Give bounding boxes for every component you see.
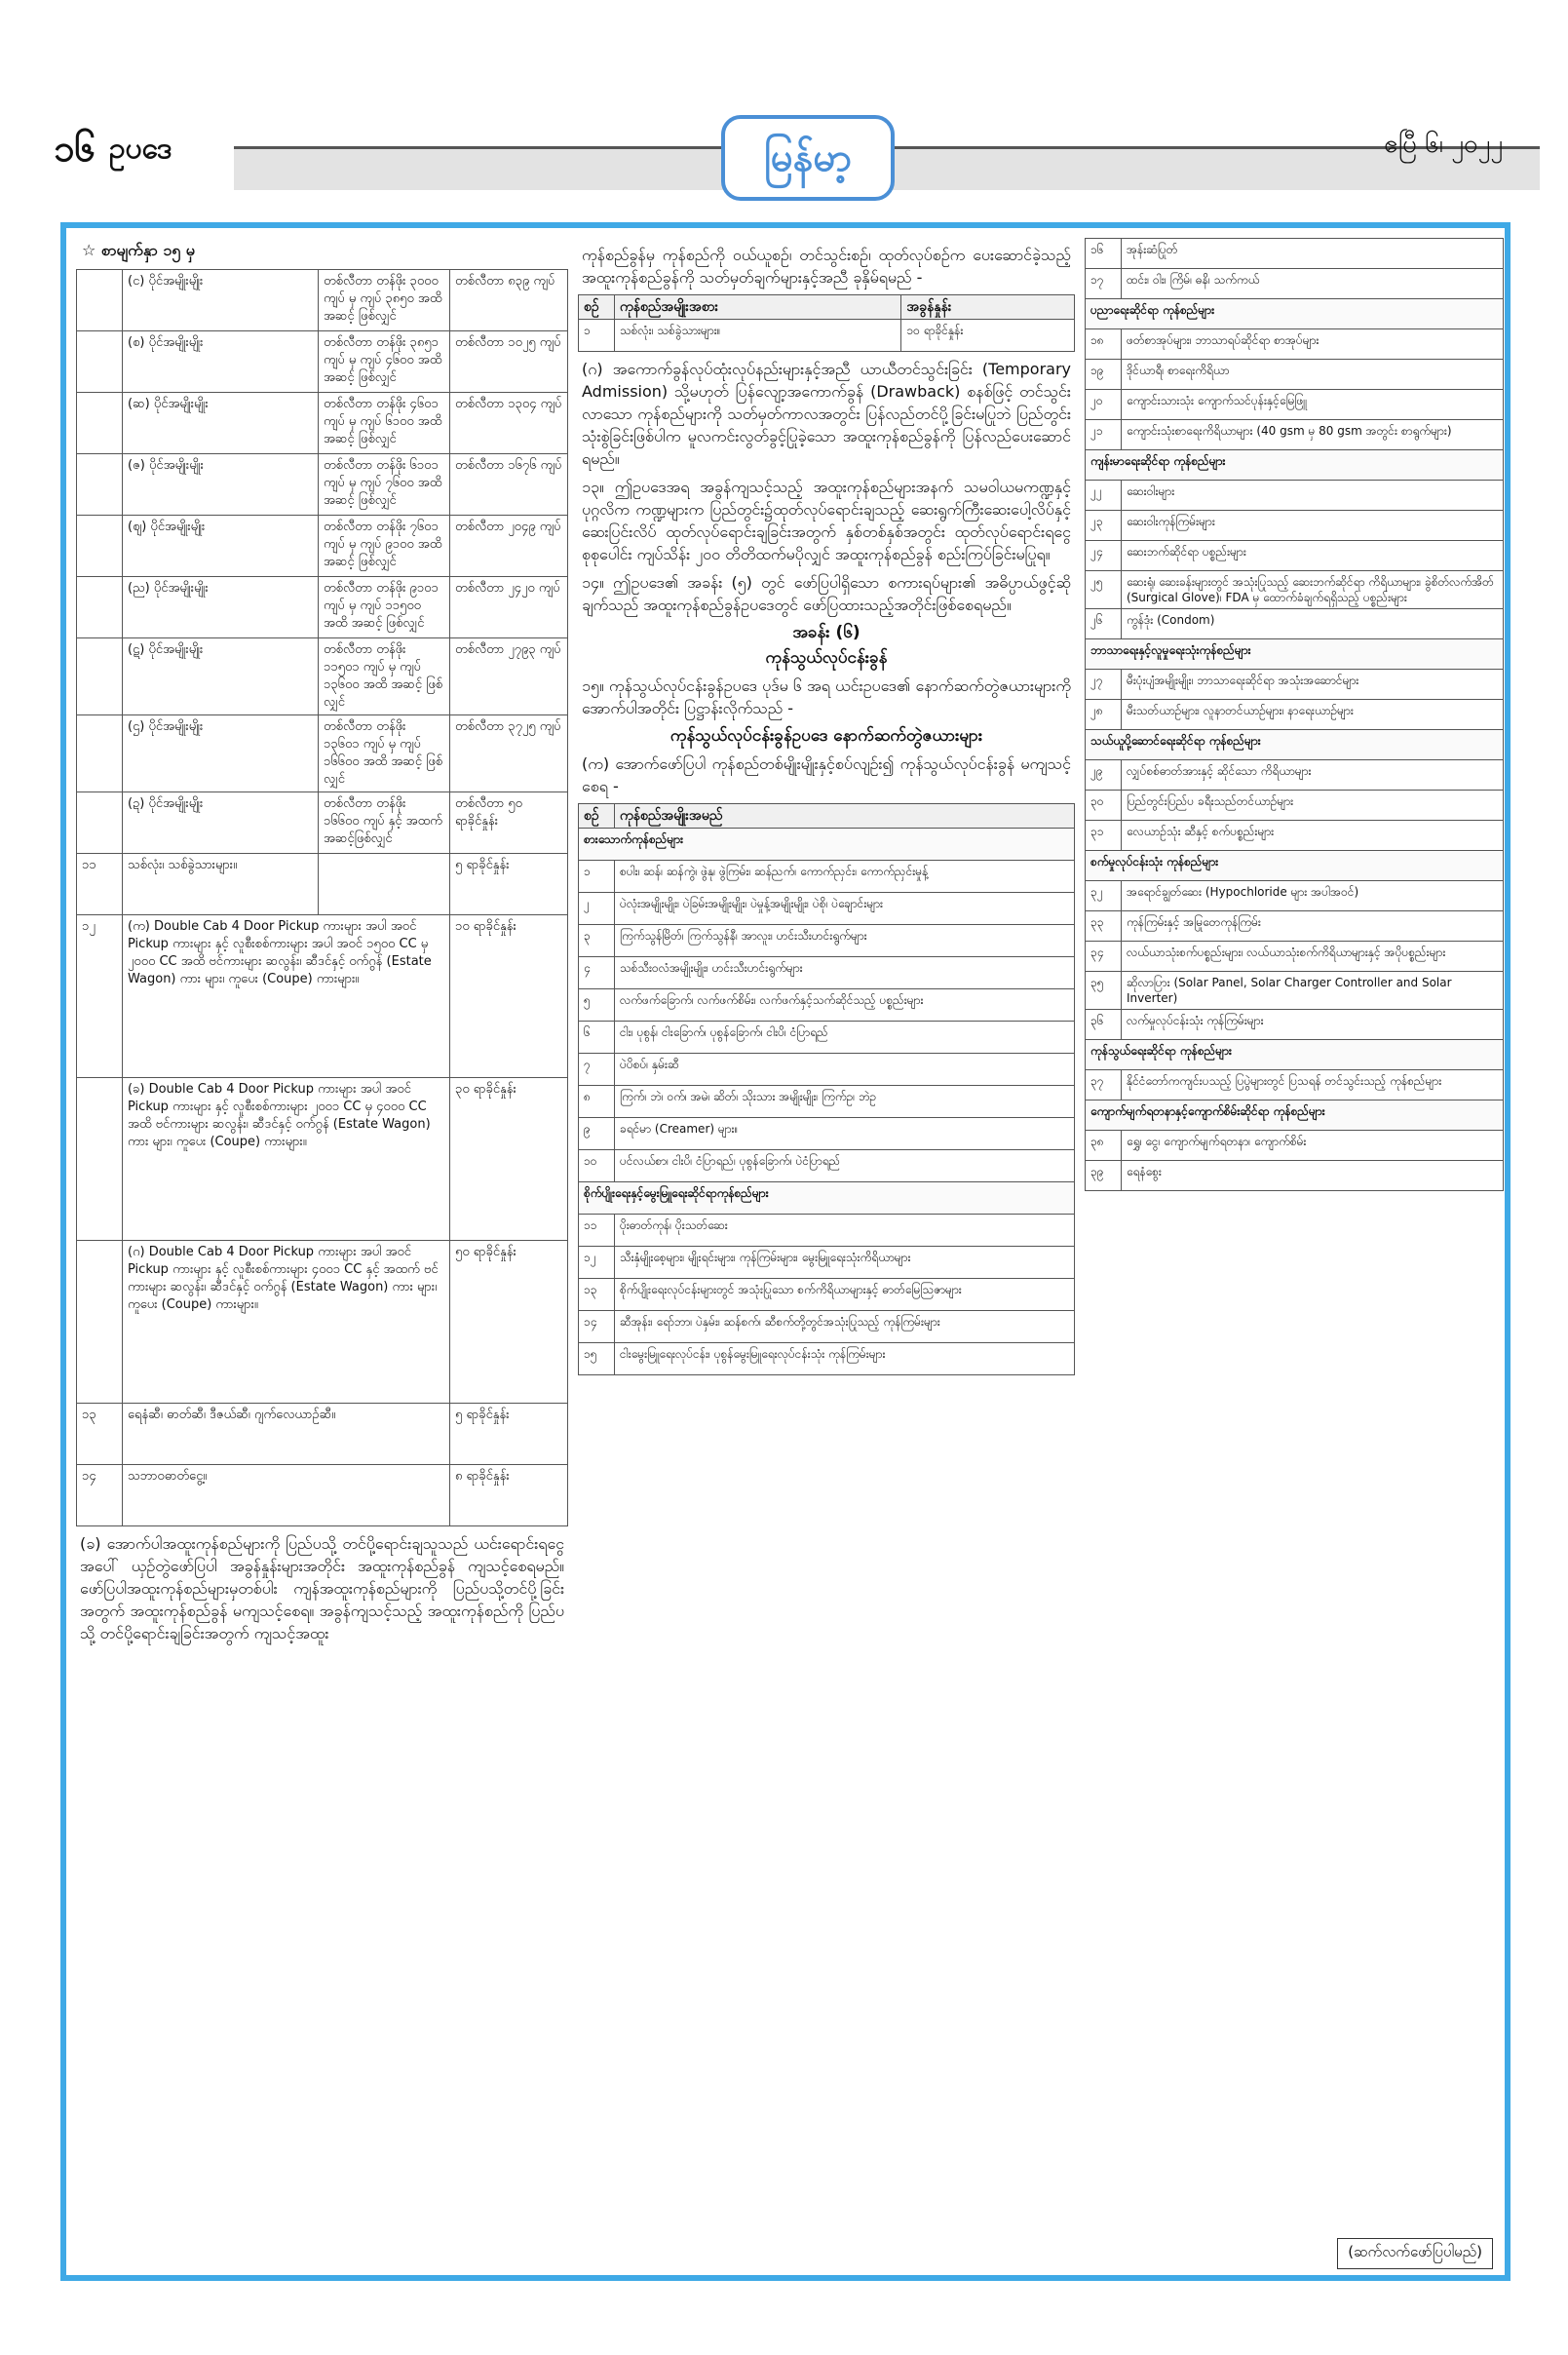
cell-spec: တစ်လီတာ တန်ဖိုး ၃၈၅၁ ကျပ် မှ ကျပ် ၄၆၀၀ အထိ အဆင့် ဖြစ်လျှင်	[319, 331, 450, 393]
table-row	[77, 792, 568, 854]
cell-no: ၁၂	[579, 1247, 615, 1279]
cell-rate: ၈ ရာခိုင်နှုန်း	[450, 1465, 568, 1526]
cell-desc: (က) Double Cab 4 Door Pickup ကားများ အပါ အဝင် Pickup ကားများ နှင့် လူစီးစစ်ကားများ အပါ အဝင် ၁၅၀၀ CC မှ ၂၀၀၀ CC အထိ ဗင်ကားများ ဆလွန်း၊ ဆီဒင်နှင့် ဝက်ဂွန် (Estate Wagon) ကား များ၊ ကူပေး (Coupe) ကားများ။	[123, 915, 450, 1078]
th-no: စဉ်	[579, 295, 615, 320]
category-label: စိုက်ပျိုးရေးနှင့်မွေးမြူရေးဆိုင်ရာကုန်စည်များ	[579, 1182, 1075, 1215]
table-row	[1086, 541, 1504, 571]
cell-no	[77, 393, 123, 454]
cell-desc: (ဈ) ပိုင်အမျိုးမျိုး	[123, 516, 319, 577]
cell-item: ကြက်၊ ဘဲ၊ ဝက်၊ အမဲ၊ ဆိတ်၊ သိုးသား အမျိုးမျိုး၊ ကြက်ဥ၊ ဘဲဥ	[615, 1086, 1075, 1118]
cell-item: သီးနှံမျိုးစေ့များ၊ မျိုးရင်းများ၊ ကုန်ကြမ်းများ၊ မွေးမြူရေးသုံးကိရိယာများ	[615, 1247, 1075, 1279]
column-1	[76, 238, 568, 2265]
category-row	[579, 1182, 1075, 1215]
table-row	[579, 1279, 1075, 1311]
cell-no: ၄	[579, 957, 615, 989]
cell-type: သစ်လုံး၊ သစ်ခွဲသားများ။	[615, 320, 901, 352]
cell-desc: ရေနံဆီ၊ ဓာတ်ဆီ၊ ဒီဇယ်ဆီ၊ ဂျက်လေယာဉ်ဆီ။	[123, 1404, 450, 1465]
cell-item: ပဲပိစပ်၊ နှမ်းဆီ	[615, 1054, 1075, 1086]
cell-item: ဆေးဘက်ဆိုင်ရာ ပစ္စည်းများ	[1122, 541, 1504, 571]
cell-item: ရွှေ၊ ငွေ၊ ကျောက်မျက်ရတနာ၊ ကျောက်စိမ်း	[1122, 1131, 1504, 1161]
table-row	[1086, 1131, 1504, 1161]
table-row	[1086, 420, 1504, 450]
table-row	[579, 1150, 1075, 1182]
cell-rate: တစ်လီတာ ၂၄၂၀ ကျပ်	[450, 577, 568, 638]
cell-no: ၂၁	[1086, 420, 1122, 450]
cell-item: ဆေးဝါးများ	[1122, 481, 1504, 511]
cell-desc: (ဍ) ပိုင်အမျိုးမျိုး	[123, 792, 319, 854]
cell-no: ၃၇	[1086, 1070, 1122, 1100]
cell-spec	[319, 854, 450, 915]
table-row	[77, 1404, 568, 1465]
table-row	[77, 1078, 568, 1241]
cell-no: ၁၉	[1086, 360, 1122, 390]
cell-no	[77, 792, 123, 854]
table-row	[579, 861, 1075, 893]
cell-desc: (ဆ) ပိုင်အမျိုးမျိုး	[123, 393, 319, 454]
rate-table-2	[578, 294, 1075, 352]
cell-no: ၁၁	[77, 854, 123, 915]
cell-item: ကြက်သွန်မြိတ်၊ ကြက်သွန်နီ၊ အာလူး၊ ဟင်းသီးဟင်းရွက်များ	[615, 925, 1075, 957]
para-ka: (က) အောက်ဖော်ပြပါ ကုန်စည်တစ်မျိုးမျိုးနှင့်စပ်လျဉ်း၍ ကုန်သွယ်လုပ်ငန်းခွန် မကျသင့်စေရ -	[582, 754, 1071, 795]
category-label: စက်မှုလုပ်ငန်းသုံး ကုန်စည်များ	[1086, 851, 1504, 881]
cell-rate: ၃၀ ရာခိုင်နှုန်း	[450, 1078, 568, 1241]
cell-item: စိုက်ပျိုးရေးလုပ်ငန်းများတွင် အသုံးပြုသော စက်ကိရိယာများနှင့် ဓာတ်မြေဩဇာများ	[615, 1279, 1075, 1311]
para-13: ၁၃။ ဤဥပဒေအရ အခွန်ကျသင့်သည့် အထူးကုန်စည်များအနက် သမဝါယမကဏ္ဍနှင့် ပုဂ္ဂလိက ကဏ္ဍများက ပြည်တွင်း၌ထုတ်လုပ်ရောင်းချသည့် ဆေးရွက်ကြီးဆေးပေါ့လိပ်နှင့် ဆေးပြင်းလိပ် ထုတ်လုပ်ရောင်းချခြင်းအတွက် နှစ်တစ်နှစ်အတွင်း ထုတ်လုပ်ရောင်းရငွေ စုစုပေါင်း ကျပ်သိန်း ၂၀၀ တိတိထက်မပိုလျှင် အထူးကုန်စည်ခွန် စည်းကြပ်ခြင်းမပြုရ။	[582, 478, 1071, 563]
cell-item: ပိုးဓာတ်ကုန်၊ ပိုးသတ်ဆေး	[615, 1215, 1075, 1247]
cell-desc: သစ်လုံး၊ သစ်ခွဲသားများ။	[123, 854, 319, 915]
table-row	[77, 1465, 568, 1526]
cell-no: ၃၃	[1086, 911, 1122, 942]
cell-no: ၂၂	[1086, 481, 1122, 511]
cell-rate: တစ်လီတာ ၃၇၂၅ ကျပ်	[450, 715, 568, 792]
cell-no: ၂၃	[1086, 511, 1122, 541]
cell-no: ၁၃	[77, 1404, 123, 1465]
cell-no	[77, 1241, 123, 1404]
page-number: ၁၆	[54, 127, 96, 170]
category-label: ကျောက်မျက်ရတနာနှင့်ကျောက်စိမ်းဆိုင်ရာ ကုန်စည်များ	[1086, 1100, 1504, 1131]
table-row	[1086, 239, 1504, 269]
table-row	[1086, 1161, 1504, 1191]
table-row	[77, 393, 568, 454]
cell-no: ၁	[579, 320, 615, 352]
cell-no	[77, 577, 123, 638]
cell-rate: ၁၀ ရာခိုင်နှုန်း	[901, 320, 1075, 352]
cell-spec: တစ်လီတာ တန်ဖိုး ၉၁၀၁ ကျပ် မှ ကျပ် ၁၁၅၀၀ အထိ အဆင့် ဖြစ်လျှင်	[319, 577, 450, 638]
cell-item: လက်ဖက်ခြောက်၊ လက်ဖက်စိမ်း၊ လက်ဖက်နှင့်သက်ဆိုင်သည့် ပစ္စည်းများ	[615, 989, 1075, 1022]
category-row	[1086, 450, 1504, 481]
category-row	[1086, 299, 1504, 329]
table-row	[579, 1022, 1075, 1054]
cell-item: ဒိုင်ယာရီ၊ စာရေးကိရိယာ	[1122, 360, 1504, 390]
exempt-table-cont	[1085, 238, 1504, 1191]
cell-rate: တစ်လီတာ ၁၆၇၆ ကျပ်	[450, 454, 568, 516]
cell-item: ကွန်ဒုံး (Condom)	[1122, 609, 1504, 639]
cell-item: မီးသတ်ယာဉ်များ၊ လူနာတင်ယာဉ်များ၊ နာရေးယာဉ်များ	[1122, 700, 1504, 730]
cell-spec: တစ်လီတာ တန်ဖိုး ၁၃၆၀၁ ကျပ် မှ ကျပ် ၁၆၆၀၀ အထိ အဆင့် ဖြစ်လျှင်	[319, 715, 450, 792]
cell-no	[77, 270, 123, 331]
para-ga: (ဂ) အကောက်ခွန်လုပ်ထုံးလုပ်နည်းများနှင့်အညီ ယာယီတင်သွင်းခြင်း (Temporary Admission) သို့မဟုတ် ပြန်လျော့အကောက်ခွန် (Drawback) စနစ်ဖြင့် တင်သွင်းလာသော ကုန်စည်များကို သတ်မှတ်ကာလအတွင်း ပြန်လည်တင်ပို့ခြင်းမပြုဘဲ ပြည်တွင်းသုံးစွဲခြင်းဖြစ်ပါက မူလကင်းလွတ်ခွင့်ပြုခဲ့သော အထူးကုန်စည်ခွန်ကို ပြန်လည်ပေးဆောင်ရမည်။	[582, 360, 1071, 468]
table-row	[579, 1086, 1075, 1118]
cell-no: ၂၆	[1086, 609, 1122, 639]
cell-no: ၁၆	[1086, 239, 1122, 269]
cell-rate: တစ်လီတာ ၅၀ ရာခိုင်နှုန်း	[450, 792, 568, 854]
cell-rate: ၅ ရာခိုင်နှုန်း	[450, 854, 568, 915]
cell-no: ၃၅	[1086, 972, 1122, 1010]
category-row	[1086, 1040, 1504, 1070]
cell-no: ၂၄	[1086, 541, 1122, 571]
cell-rate: တစ်လီတာ ၂၇၉၃ ကျပ်	[450, 638, 568, 715]
cell-no: ၂၉	[1086, 760, 1122, 791]
cell-item: လျှပ်စစ်ဓာတ်အားနှင့် ဆိုင်သော ကိရိယာများ	[1122, 760, 1504, 791]
cell-item: ကျောင်းသုံးစာရေးကိရိယာများ (40 gsm မှ 80 gsm အတွင်း စာရွက်များ)	[1122, 420, 1504, 450]
cell-item: သစ်သီးဝလံအမျိုးမျိုး၊ ဟင်းသီးဟင်းရွက်များ	[615, 957, 1075, 989]
exempt-table	[578, 803, 1075, 1375]
cell-spec: တစ်လီတာ တန်ဖိုး ၆၁၀၁ ကျပ် မှ ကျပ် ၇၆၀၀ အထိ အဆင့် ဖြစ်လျှင်	[319, 454, 450, 516]
cell-item: စပါး၊ ဆန်၊ ဆန်ကွဲ၊ ဖွဲနု၊ ဖွဲကြမ်း၊ ဆန်ညက်၊ ကောက်ညှင်း၊ ကောက်ညှင်းမှုန့်	[615, 861, 1075, 893]
table-row	[1086, 571, 1504, 609]
cell-desc: သဘာဝဓာတ်ငွေ့။	[123, 1465, 450, 1526]
table-row	[1086, 821, 1504, 851]
cell-spec: တစ်လီတာ တန်ဖိုး ၇၆၀၁ ကျပ် မှ ကျပ် ၉၁၀၀ အထိ အဆင့် ဖြစ်လျှင်	[319, 516, 450, 577]
cell-item: ပြည်တွင်းပြည်ပ ခရီးသည်တင်ယာဉ်များ	[1122, 791, 1504, 821]
cell-no: ၁၀	[579, 1150, 615, 1182]
cell-item: ဆီအုန်း၊ ရော်ဘာ၊ ပဲနှမ်း၊ ဆန်စက်၊ ဆီစက်တို့တွင်အသုံးပြုသည့် ကုန်ကြမ်းများ	[615, 1311, 1075, 1343]
table-row	[1086, 911, 1504, 942]
table-row	[1086, 881, 1504, 911]
cell-item: ငါးမွေးမြူရေးလုပ်ငန်း၊ ပုစွန်မွေးမြူရေးလုပ်ငန်းသုံး ကုန်ကြမ်းများ	[615, 1343, 1075, 1375]
table-row	[579, 989, 1075, 1022]
cell-no	[77, 638, 123, 715]
th-rate: အခွန်နှုန်း	[901, 295, 1075, 320]
cell-no: ၁၃	[579, 1279, 615, 1311]
cell-no: ၃၆	[1086, 1010, 1122, 1040]
cell-item: ဆိုလာပြား (Solar Panel, Solar Charger Controller and Solar Inverter)	[1122, 972, 1504, 1010]
cell-no: ၁၂	[77, 915, 123, 1078]
table-row	[1086, 972, 1504, 1010]
cell-no	[77, 715, 123, 792]
cell-no	[77, 516, 123, 577]
cell-no	[77, 1078, 123, 1241]
cell-no: ၃၀	[1086, 791, 1122, 821]
cell-item: ပင်လယ်စာ၊ ငါးပိ၊ ငံပြာရည်၊ ပုစွန်ခြောက်၊ ပဲငံပြာရည်	[615, 1150, 1075, 1182]
cell-no: ၃	[579, 925, 615, 957]
cell-no	[77, 454, 123, 516]
cell-item: အရောင်ချွတ်ဆေး (Hypochloride များ အပါအဝင်)	[1122, 881, 1504, 911]
table-row	[77, 715, 568, 792]
category-label: ကျန်းမာရေးဆိုင်ရာ ကုန်စည်များ	[1086, 450, 1504, 481]
section-label: ဥပဒေ	[109, 132, 172, 166]
cell-rate: ၁၀ ရာခိုင်နှုန်း	[450, 915, 568, 1078]
table-row	[1086, 269, 1504, 299]
cell-desc: (ည) ပိုင်အမျိုးမျိုး	[123, 577, 319, 638]
cell-rate: တစ်လီတာ ၁၀၂၅ ကျပ်	[450, 331, 568, 393]
cell-item: လေယာဉ်သုံး ဆီနှင့် စက်ပစ္စည်းများ	[1122, 821, 1504, 851]
table-row	[77, 516, 568, 577]
cell-no: ၁၈	[1086, 329, 1122, 360]
table-row	[1086, 511, 1504, 541]
table-row	[1086, 360, 1504, 390]
cell-no: ၁၁	[579, 1215, 615, 1247]
table-row	[77, 331, 568, 393]
cell-spec: တစ်လီတာ တန်ဖိုး ၁၁၅၀၁ ကျပ် မှ ကျပ် ၁၃၆၀၀ အထိ အဆင့် ဖြစ်လျှင်	[319, 638, 450, 715]
cell-rate: တစ်လီတာ ၁၃၀၄ ကျပ်	[450, 393, 568, 454]
th-no: စဉ်	[579, 804, 615, 829]
cell-rate: ၅ ရာခိုင်နှုန်း	[450, 1404, 568, 1465]
cell-item: မီးပုံးပျံအမျိုးမျိုး၊ ဘာသာရေးဆိုင်ရာ အသုံးအဆောင်များ	[1122, 670, 1504, 700]
cell-no: ၁၄	[579, 1311, 615, 1343]
cell-spec: တစ်လီတာ တန်ဖိုး ၁၆၆၀၀ ကျပ် နှင့် အထက်အဆင့်ဖြစ်လျှင်	[319, 792, 450, 854]
cell-no: ၈	[579, 1086, 615, 1118]
table-row	[579, 1247, 1075, 1279]
cell-item: ရေနံစွေး	[1122, 1161, 1504, 1191]
cell-desc: (င) ပိုင်အမျိုးမျိုး	[123, 270, 319, 331]
th-type: ကုန်စည်အမျိုးအစား	[615, 295, 901, 320]
table-row	[1086, 390, 1504, 420]
category-label: ဘာသာရေးနှင့်လူမှုရေးသုံးကုန်စည်များ	[1086, 639, 1504, 670]
category-row	[1086, 730, 1504, 760]
cell-desc: (စ) ပိုင်အမျိုးမျိုး	[123, 331, 319, 393]
article-frame	[60, 222, 1511, 2281]
cell-item: ဆေးရုံ၊ ဆေးခန်းများတွင် အသုံးပြုသည့် ဆေးဘက်ဆိုင်ရာ ကိရိယာများ၊ ခွဲစိတ်လက်အိတ် (Surgical Glove)၊ FDA မှ ထောက်ခံချက်ရရှိသည့် ပစ္စည်းများ	[1122, 571, 1504, 609]
table-row	[1086, 481, 1504, 511]
continued-note: (ဆက်လက်ဖော်ပြပါမည်)	[1337, 2238, 1493, 2269]
table-row	[579, 1343, 1075, 1375]
continuation-ref: ☆ စာမျက်နှာ ၁၅ မှ	[82, 241, 195, 259]
cell-no: ၇	[579, 1054, 615, 1086]
cell-item: ပဲလုံးအမျိုးမျိုး၊ ပဲခြမ်းအမျိုးမျိုး၊ ပဲမှုန့်အမျိုးမျိုး၊ ပဲစို၊ ပဲချောင်းများ	[615, 893, 1075, 925]
table-row	[579, 1215, 1075, 1247]
table-row	[1086, 791, 1504, 821]
cell-no: ၃၉	[1086, 1161, 1122, 1191]
table-row	[77, 1241, 568, 1404]
table-row	[1086, 1010, 1504, 1040]
para-14: ၁၄။ ဤဥပဒေ၏ အခန်း (၅) တွင် ဖော်ပြပါရှိသော စကားရပ်များ၏ အဓိပ္ပာယ်ဖွင့်ဆိုချက်သည် အထူးကုန်စည်ခွန်ဥပဒေတွင် ဖော်ပြထားသည့်အတိုင်းဖြစ်စေရမည်။	[582, 573, 1071, 614]
cell-no	[77, 331, 123, 393]
table-row	[1086, 1070, 1504, 1100]
cell-rate: ၅၀ ရာခိုင်နှုန်း	[450, 1241, 568, 1404]
note-paragraph: (ခ) အောက်ပါအထူးကုန်စည်များကို ပြည်ပသို့ တင်ပို့ရောင်းချသူသည် ယင်းရောင်းရငွေအပေါ် ယှဉ်တွဲဖော်ပြပါ အခွန်နှုန်းများအတိုင်း အထူးကုန်စည်ခွန် ကျသင့်စေရမည်။ ဖော်ပြပါအထူးကုန်စည်များမှတစ်ပါး ကျန်အထူးကုန်စည်များကို ပြည်ပသို့တင်ပို့ခြင်းအတွက် အထူးကုန်စည်ခွန် မကျသင့်စေရ။ အခွန်ကျသင့်သည့် အထူးကုန်စည်ကို ပြည်ပသို့ တင်ပို့ရောင်းချခြင်းအတွက် ကျသင့်အထူး	[80, 1534, 564, 1642]
para-15: ၁၅။ ကုန်သွယ်လုပ်ငန်းခွန်ဥပဒေ ပုဒ်မ ၆ အရ ယင်းဥပဒေ၏ နောက်ဆက်တွဲဇယားများကို အောက်ပါအတိုင်း ပြဋ္ဌာန်းလိုက်သည် -	[582, 676, 1071, 717]
cell-item: ကျောင်းသားသုံး ကျောက်သင်ပုန်းနှင့်မြေဖြူ	[1122, 390, 1504, 420]
column-2	[578, 238, 1075, 2265]
cell-no: ၁၅	[579, 1343, 615, 1375]
cell-no: ၂၇	[1086, 670, 1122, 700]
cell-item: အုန်းဆံပြုတ်	[1122, 239, 1504, 269]
table-row	[579, 1118, 1075, 1150]
intro-paragraph: ကုန်စည်ခွန်မှ ကုန်စည်ကို ဝယ်ယူစဉ်၊ တင်သွင်းစဉ်၊ ထုတ်လုပ်စဉ်က ပေးဆောင်ခဲ့သည့် အထူးကုန်စည်ခွန်ကို သတ်မှတ်ချက်များနှင့်အညီ ခုနှိမ်ရမည် -	[582, 246, 1071, 287]
cell-desc: (ဋ) ပိုင်အမျိုးမျိုး	[123, 638, 319, 715]
category-label: သယ်ယူပို့ဆောင်ရေးဆိုင်ရာ ကုန်စည်များ	[1086, 730, 1504, 760]
cell-no: ၉	[579, 1118, 615, 1150]
page-header	[0, 0, 1568, 219]
cell-desc: (ဌ) ပိုင်အမျိုးမျိုး	[123, 715, 319, 792]
cell-desc: (ဂ) Double Cab 4 Door Pickup ကားများ အပါ အဝင် Pickup ကားများ နှင့် လူစီးစစ်ကားများ ၄၀၀၁ CC နှင့် အထက် ဗင်ကားများ ဆလွန်း၊ ဆီဒင်နှင့် ဝက်ဂွန် (Estate Wagon) ကား များ၊ ကူပေး (Coupe) ကားများ။	[123, 1241, 450, 1404]
cell-no: ၅	[579, 989, 615, 1022]
schedule-title: ကုန်သွယ်လုပ်ငန်းခွန်ဥပဒေ နောက်ဆက်တွဲဇယားများ	[669, 726, 983, 746]
column-3	[1085, 238, 1504, 2265]
table-row	[77, 854, 568, 915]
table-row	[579, 893, 1075, 925]
cell-item: ဆေးဝါးကုန်ကြမ်းများ	[1122, 511, 1504, 541]
table-row	[579, 957, 1075, 989]
table-header-row	[579, 804, 1075, 829]
issue-date: ဧပြီ ၆၊ ၂၀၂၂	[1384, 130, 1504, 159]
table-row	[579, 320, 1075, 352]
cell-item: လက်မှုလုပ်ငန်းသုံး ကုန်ကြမ်းများ	[1122, 1010, 1504, 1040]
cell-item: ဖတ်စာအုပ်များ၊ ဘာသာရပ်ဆိုင်ရာ စာအုပ်များ	[1122, 329, 1504, 360]
cell-no: ၃၄	[1086, 942, 1122, 972]
table-row	[77, 915, 568, 1078]
category-row	[1086, 851, 1504, 881]
cell-no: ၂၀	[1086, 390, 1122, 420]
cell-no: ၁	[579, 861, 615, 893]
category-row	[1086, 1100, 1504, 1131]
cell-item: လယ်ယာသုံးစက်ပစ္စည်းများ၊ လယ်ယာသုံးစက်ကိရိယာများနှင့် အပိုပစ္စည်းများ	[1122, 942, 1504, 972]
table-row	[579, 1311, 1075, 1343]
cell-item: နိုင်ငံတော်ကကျင်းပသည့် ပြပွဲများတွင် ပြသရန် တင်သွင်းသည့် ကုန်စည်များ	[1122, 1070, 1504, 1100]
cell-desc: (ခ) Double Cab 4 Door Pickup ကားများ အပါ အဝင် Pickup ကားများ နှင့် လူစီးစစ်ကားများ ၂၀၀၁ CC မှ ၄၀၀၀ CC အထိ ဗင်ကားများ ဆလွန်း၊ ဆီဒင်နှင့် ဝက်ဂွန် (Estate Wagon) ကား များ၊ ကူပေး (Coupe) ကားများ။	[123, 1078, 450, 1241]
category-row	[1086, 639, 1504, 670]
cell-no: ၂၈	[1086, 700, 1122, 730]
cell-item: ငါး၊ ပုစွန်၊ ငါးခြောက်၊ ပုစွန်ခြောက်၊ ငါးပိ၊ ငံပြာရည်	[615, 1022, 1075, 1054]
cell-desc: (ဇ) ပိုင်အမျိုးမျိုး	[123, 454, 319, 516]
category-label: ကုန်သွယ်ရေးဆိုင်ရာ ကုန်စည်များ	[1086, 1040, 1504, 1070]
table-row	[579, 925, 1075, 957]
table-row	[1086, 700, 1504, 730]
cell-no: ၂၅	[1086, 571, 1122, 609]
category-label: ပညာရေးဆိုင်ရာ ကုန်စည်များ	[1086, 299, 1504, 329]
cell-no: ၆	[579, 1022, 615, 1054]
table-row	[1086, 609, 1504, 639]
rate-table-1	[76, 269, 568, 1526]
category-label: စားသောက်ကုန်စည်များ	[579, 829, 1075, 861]
table-row	[1086, 942, 1504, 972]
table-row	[579, 1054, 1075, 1086]
table-row	[1086, 760, 1504, 791]
cell-no: ၂	[579, 893, 615, 925]
table-row	[1086, 329, 1504, 360]
chapter-number: အခန်း (၆)	[792, 623, 860, 642]
table-row	[77, 577, 568, 638]
table-row	[77, 454, 568, 516]
table-row	[1086, 670, 1504, 700]
cell-rate: တစ်လီတာ ၈၃၉ ကျပ်	[450, 270, 568, 331]
category-row	[579, 829, 1075, 861]
cell-item: ခရင်မာ (Creamer) များ။	[615, 1118, 1075, 1150]
cell-no: ၃၂	[1086, 881, 1122, 911]
table-row	[77, 638, 568, 715]
cell-no: ၁၄	[77, 1465, 123, 1526]
cell-rate: တစ်လီတာ ၂၀၄၉ ကျပ်	[450, 516, 568, 577]
chapter-title: ကုန်သွယ်လုပ်ငန်းခွန်	[765, 648, 888, 668]
table-row	[77, 270, 568, 331]
cell-no: ၃၁	[1086, 821, 1122, 851]
masthead-logo: မြန်မာ့	[721, 115, 895, 201]
cell-no: ၃၈	[1086, 1131, 1122, 1161]
cell-item: ထင်း၊ ဝါး၊ ကြိမ်၊ ဓနိ၊ သက်ကယ်	[1122, 269, 1504, 299]
cell-spec: တစ်လီတာ တန်ဖိုး ၄၆၀၁ ကျပ် မှ ကျပ် ၆၁၀၀ အထိ အဆင့် ဖြစ်လျှင်	[319, 393, 450, 454]
th-item: ကုန်စည်အမျိုးအမည်	[615, 804, 1075, 829]
cell-spec: တစ်လီတာ တန်ဖိုး ၃၀၀၀ ကျပ် မှ ကျပ် ၃၈၅၀ အထိ အဆင့် ဖြစ်လျှင်	[319, 270, 450, 331]
cell-no: ၁၇	[1086, 269, 1122, 299]
cell-item: ကုန်ကြမ်းနှင့် အမြုတေကုန်ကြမ်း	[1122, 911, 1504, 942]
